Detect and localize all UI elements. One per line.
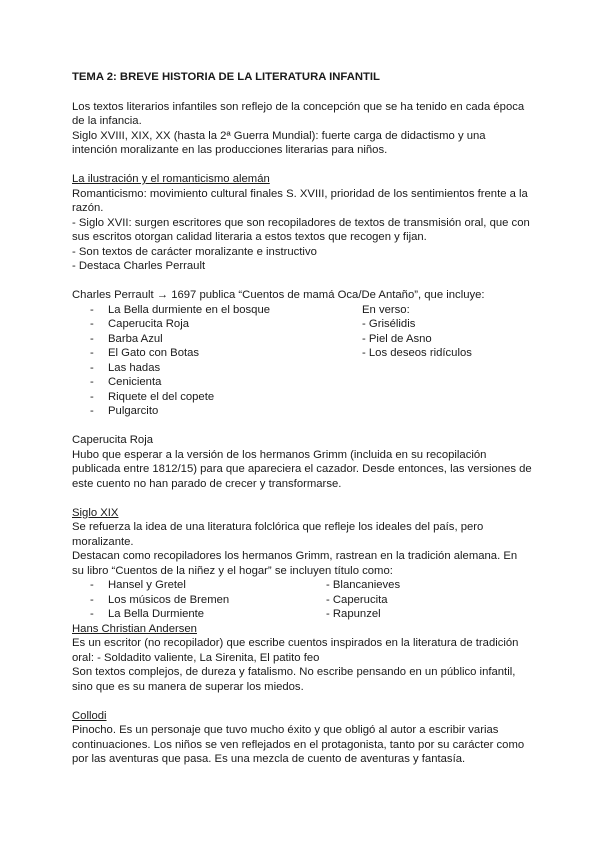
list-item: - Piel de Asno	[362, 332, 432, 345]
list-item: - Hansel y Gretel	[90, 579, 186, 591]
grimm-lists	[72, 578, 532, 622]
verse-heading: En verso:	[362, 303, 410, 316]
perrault-prose-list	[72, 303, 362, 419]
document-page	[72, 70, 532, 767]
caperucita-heading: Caperucita Roja	[72, 434, 154, 446]
andersen-line: Son textos complejos, de dureza y fatalismo. No escribe pensando en un público infantil, sino que es su manera de superar los miedos.	[72, 666, 516, 693]
list-item: - Caperucita	[326, 593, 388, 606]
romanticismo-heading: La ilustración y el romanticismo alemán	[72, 173, 270, 185]
caperucita-text: Hubo que esperar a la versión de los hermanos Grimm (incluida en su recopilación publicada entre 1812/15) para que apareciera el cazador. Desde entonces, las versiones de este cuento no han parado de crecer y transformarse.	[72, 448, 532, 490]
list-item: - Pulgarcito	[90, 405, 159, 417]
list-item: - Cenicienta	[90, 376, 162, 388]
andersen-heading: Hans Christian Andersen	[72, 622, 197, 635]
siglo-xix-heading: Siglo XIX	[72, 506, 119, 519]
list-item: - Rapunzel	[326, 608, 381, 620]
perrault-verse-list	[362, 303, 532, 419]
siglo-xix-line: Destacan como recopiladores los hermanos Grimm, rastrean en la tradición alemana. En su libro “Cuentos de la niñez y el hogar” se incluyen título como:	[72, 550, 518, 577]
collodi-text: Pinocho. Es un personaje que tuvo mucho éxito y que obligó al autor a escribir varias continuaciones. Los niños se ven reflejados en el protagonista, tanto por su carácter como por las aventuras que pasa. Es una mezcla de cuento de aventuras y fantasía.	[72, 724, 525, 765]
list-item: - Los deseos ridículos	[362, 347, 472, 359]
intro-paragraph-2: Siglo XVIII, XIX, XX (hasta la 2ª Guerra Mundial): fuerte carga de didactismo y una intención moralizante en las producciones literarias para niños.	[72, 129, 486, 156]
list-item: - La Bella Durmiente	[90, 608, 205, 620]
perrault-intro: Charles Perrault → 1697 publica “Cuentos de mamá Oca/De Antaño”, que incluye:	[72, 289, 485, 301]
list-item: - Los músicos de Bremen	[90, 593, 230, 606]
perrault-lists	[72, 303, 532, 419]
list-item: - Grisélidis	[362, 318, 416, 330]
romanticismo-line: Romanticismo: movimiento cultural finales S. XVIII, prioridad de los sentimientos frente a la razón.	[72, 187, 528, 214]
andersen-line: Es un escritor (no recopilador) que escribe cuentos inspirados en la literatura de tradición oral: - Soldadito valiente, La Sirenita, El patito feo	[72, 637, 519, 664]
grimm-right-list	[326, 578, 526, 622]
list-item: - El Gato con Botas	[90, 347, 200, 359]
intro-paragraph-1: Los textos literarios infantiles son reflejo de la concepción que se ha tenido en cada época de la infancia.	[72, 100, 525, 127]
document-title: TEMA 2: BREVE HISTORIA DE LA LITERATURA INFANTIL	[72, 71, 380, 83]
romanticismo-line: - Destaca Charles Perrault	[72, 260, 206, 272]
list-item: - Caperucita Roja	[90, 318, 190, 330]
list-item: - Blancanieves	[326, 579, 401, 591]
romanticismo-line: - Siglo XVII: surgen escritores que son recopiladores de textos de transmisión oral, que con sus escritos otorgan calidad literaria a estos textos que recogen y fijan.	[72, 216, 530, 243]
grimm-left-list	[72, 578, 326, 622]
list-item: - Riquete el del copete	[90, 390, 215, 403]
siglo-xix-line: Se refuerza la idea de una literatura folclórica que refleje los ideales del país, pero moralizante.	[72, 521, 484, 548]
collodi-heading: Collodi	[72, 709, 107, 722]
list-item: - La Bella durmiente en el bosque	[90, 303, 271, 316]
list-item: - Las hadas	[90, 361, 161, 374]
romanticismo-line: - Son textos de carácter moralizante e instructivo	[72, 245, 317, 258]
list-item: - Barba Azul	[90, 332, 163, 345]
